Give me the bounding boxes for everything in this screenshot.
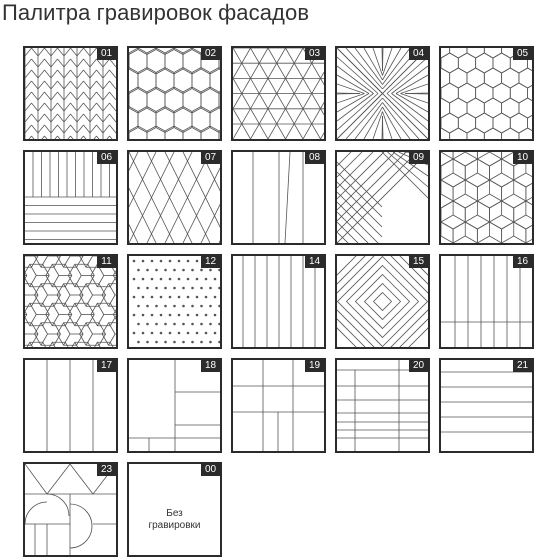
tile-number-badge: 18 xyxy=(201,360,220,372)
horizontal-stripes-pattern-icon xyxy=(441,360,532,451)
tile-number-badge: 09 xyxy=(409,152,428,164)
engraving-tile-20[interactable] xyxy=(335,358,430,453)
diagonal-split-pattern-icon xyxy=(337,152,428,243)
panel-blocks-pattern-icon xyxy=(129,360,220,451)
tile-number-badge: 02 xyxy=(201,48,220,60)
tile-number-badge: 08 xyxy=(305,152,324,164)
engraving-tile-03[interactable] xyxy=(231,46,326,141)
no-engraving-label-line1: Без xyxy=(166,508,183,519)
no-engraving-label-line2: гравировки xyxy=(148,520,201,531)
star-pattern-icon xyxy=(233,48,324,139)
concentric-diamond-pattern-icon xyxy=(337,256,428,347)
tile-number-badge: 15 xyxy=(409,256,428,268)
tile-number-badge: 01 xyxy=(97,48,116,60)
vertical-rails-pattern-icon xyxy=(441,256,532,347)
tile-number-badge: 05 xyxy=(513,48,532,60)
hexagon-pattern-icon xyxy=(441,48,532,139)
herringbone-pattern-icon xyxy=(25,48,116,139)
engraving-tile-15[interactable] xyxy=(335,254,430,349)
page-title: Палитра гравировок фасадов xyxy=(2,0,310,25)
tumbling-blocks-pattern-icon xyxy=(25,256,116,347)
engraving-tile-19[interactable] xyxy=(231,358,326,453)
vertical-horizontal-pattern-icon xyxy=(25,152,116,243)
tile-number-badge: 16 xyxy=(513,256,532,268)
irregular-vertical-pattern-icon xyxy=(233,152,324,243)
engraving-tile-01[interactable] xyxy=(23,46,118,141)
engraving-tile-07[interactable] xyxy=(127,150,222,245)
no-engraving-label xyxy=(129,508,220,532)
engraving-tile-14[interactable] xyxy=(231,254,326,349)
engraving-tile-10[interactable] xyxy=(439,150,534,245)
engraving-tile-04[interactable] xyxy=(335,46,430,141)
engraving-tile-09[interactable] xyxy=(335,150,430,245)
engraving-tile-06[interactable] xyxy=(23,150,118,245)
tile-number-badge: 07 xyxy=(201,152,220,164)
engraving-tile-23[interactable] xyxy=(23,462,118,557)
diamond-lattice-pattern-icon xyxy=(129,152,220,243)
tile-number-badge: 14 xyxy=(305,256,324,268)
tile-number-badge: 20 xyxy=(409,360,428,372)
geometric-shapes-pattern-icon xyxy=(25,464,116,555)
engraving-tile-00[interactable] xyxy=(127,462,222,557)
wide-verticals-pattern-icon xyxy=(25,360,116,451)
engraving-tile-08[interactable] xyxy=(231,150,326,245)
tile-number-badge: 03 xyxy=(305,48,324,60)
isometric-cube-pattern-icon xyxy=(441,152,532,243)
engraving-tile-11[interactable] xyxy=(23,254,118,349)
engraving-tile-12[interactable] xyxy=(127,254,222,349)
engraving-tile-21[interactable] xyxy=(439,358,534,453)
engraving-tile-02[interactable] xyxy=(127,46,222,141)
tile-number-badge: 04 xyxy=(409,48,428,60)
vertical-stripes-pattern-icon xyxy=(233,256,324,347)
engraving-tile-18[interactable] xyxy=(127,358,222,453)
tile-number-badge: 12 xyxy=(201,256,220,268)
dots-pattern-icon xyxy=(129,256,220,347)
tile-number-badge: 21 xyxy=(513,360,532,372)
elongated-hexagon-pattern-icon xyxy=(129,48,220,139)
engraving-tile-16[interactable] xyxy=(439,254,534,349)
tile-number-badge: 06 xyxy=(97,152,116,164)
tile-number-badge: 19 xyxy=(305,360,324,372)
tile-number-badge: 23 xyxy=(97,464,116,476)
grid-panels-pattern-icon xyxy=(233,360,324,451)
tile-number-badge: 00 xyxy=(201,464,220,476)
engraving-tile-05[interactable] xyxy=(439,46,534,141)
diagonal-cross-pattern-icon xyxy=(337,48,428,139)
tile-number-badge: 10 xyxy=(513,152,532,164)
tile-number-badge: 11 xyxy=(97,256,116,268)
engraving-tile-17[interactable] xyxy=(23,358,118,453)
tile-number-badge: 17 xyxy=(97,360,116,372)
grid-stripes-pattern-icon xyxy=(337,360,428,451)
